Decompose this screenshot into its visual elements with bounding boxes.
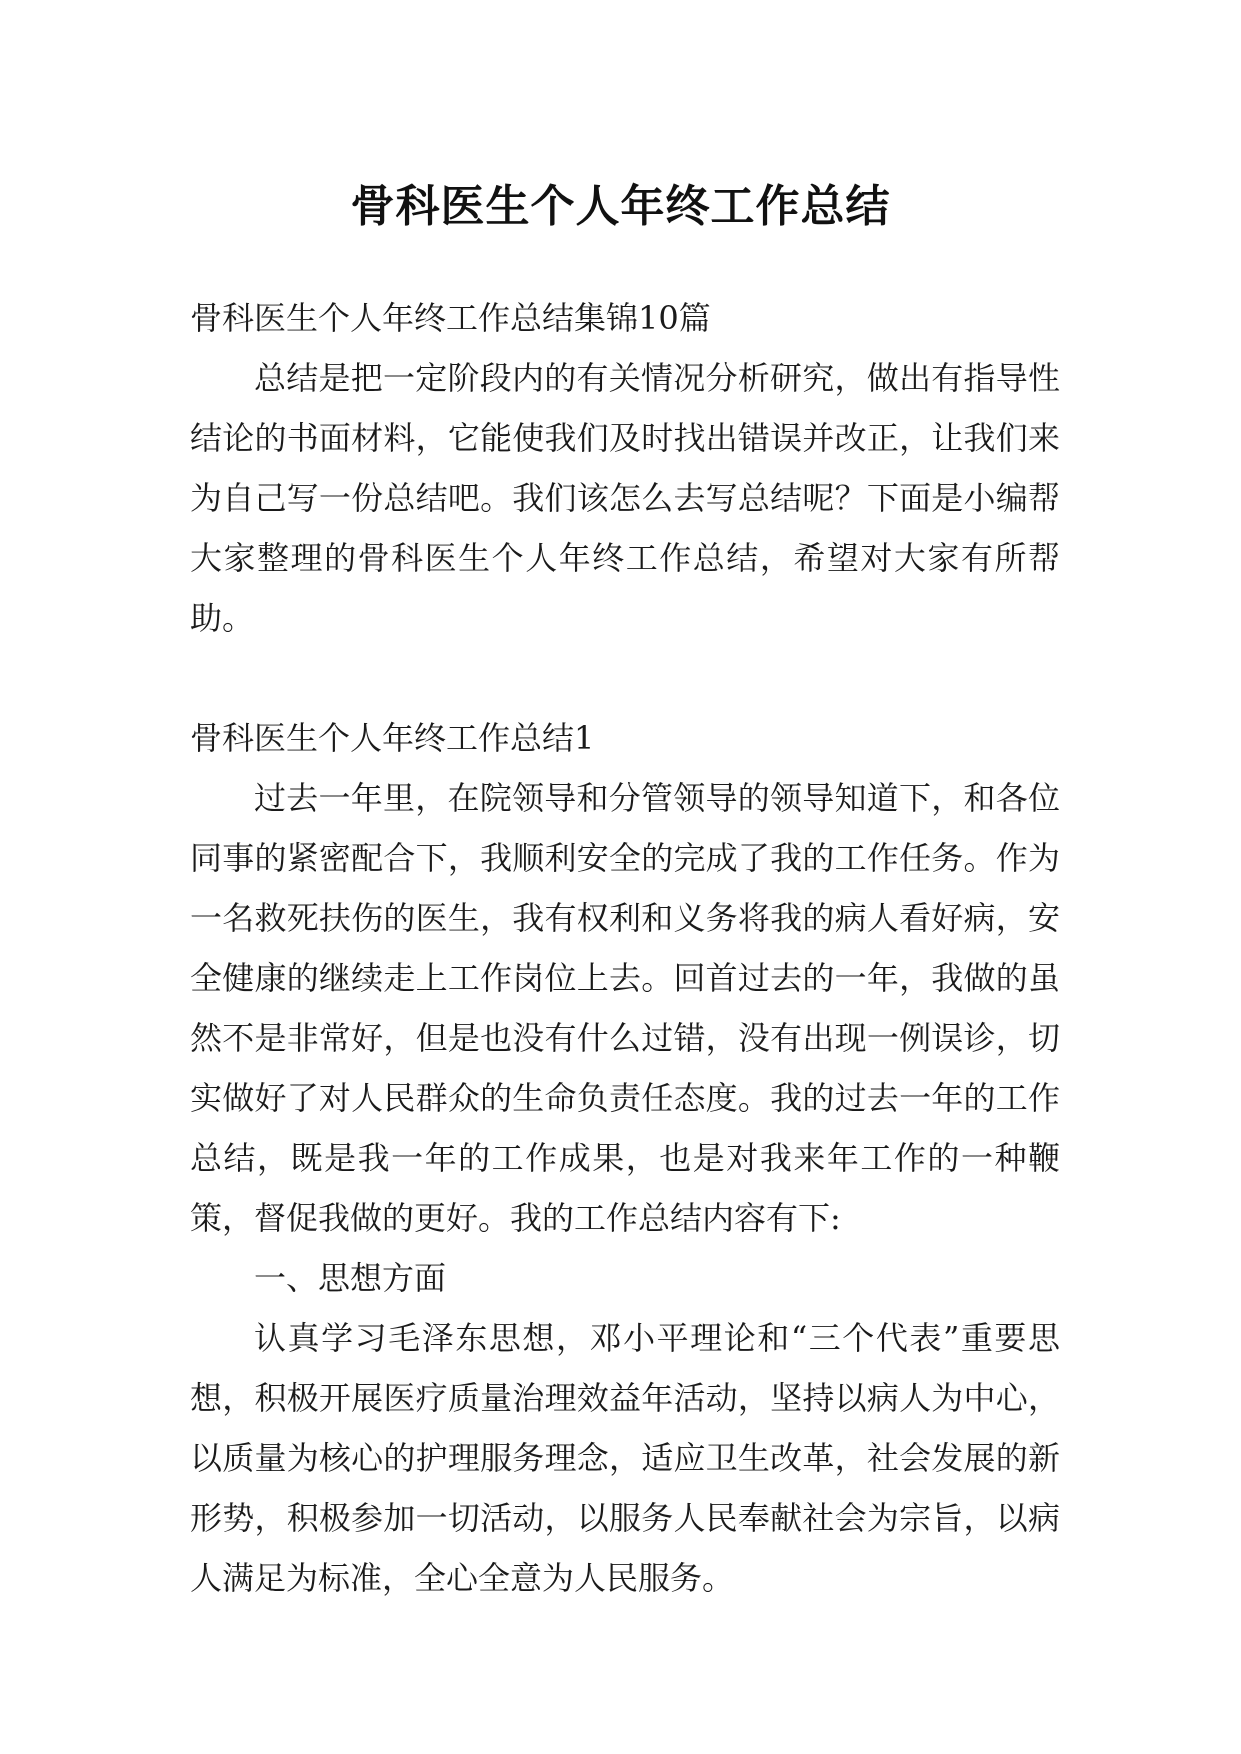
body-paragraph-2: 认真学习毛泽东思想，邓小平理论和“三个代表”重要思想，积极开展医疗质量治理效益年活动，坚持以病人为中心，以质量为核心的护理服务理念，适应卫生改革，社会发展的新形势，积极参加一切活动，以服务人民奉献社会为宗旨，以病人满足为标准，全心全意为人民服务。 [190, 1319, 1060, 1597]
collection-heading: 骨科医生个人年终工作总结集锦10篇 [190, 299, 711, 337]
intro-paragraph: 总结是把一定阶段内的有关情况分析研究，做出有指导性结论的书面材料，它能使我们及时找出错误并改正，让我们来为自己写一份总结吧。我们该怎么去写总结呢？下面是小编帮大家整理的骨科医生个人年终工作总结，希望对大家有所帮助。 [190, 359, 1060, 637]
section-heading: 骨科医生个人年终工作总结1 [190, 719, 595, 757]
document-body [190, 288, 1060, 1608]
section-spacer [190, 648, 1060, 708]
document-title: 骨科医生个人年终工作总结 [350, 181, 891, 233]
subheading-thought: 一、思想方面 [254, 1259, 447, 1297]
body-paragraph-1: 过去一年里，在院领导和分管领导的领导知道下，和各位同事的紧密配合下，我顺利安全的完成了我的工作任务。作为一名救死扶伤的医生，我有权利和义务将我的病人看好病，安全健康的继续走上工作岗位上去。回首过去的一年，我做的虽然不是非常好，但是也没有什么过错，没有出现一例误诊，切实做好了对人民群众的生命负责任态度。我的过去一年的工作总结，既是我一年的工作成果，也是对我来年工作的一种鞭策，督促我做的更好。我的工作总结内容有下: [190, 779, 1060, 1237]
